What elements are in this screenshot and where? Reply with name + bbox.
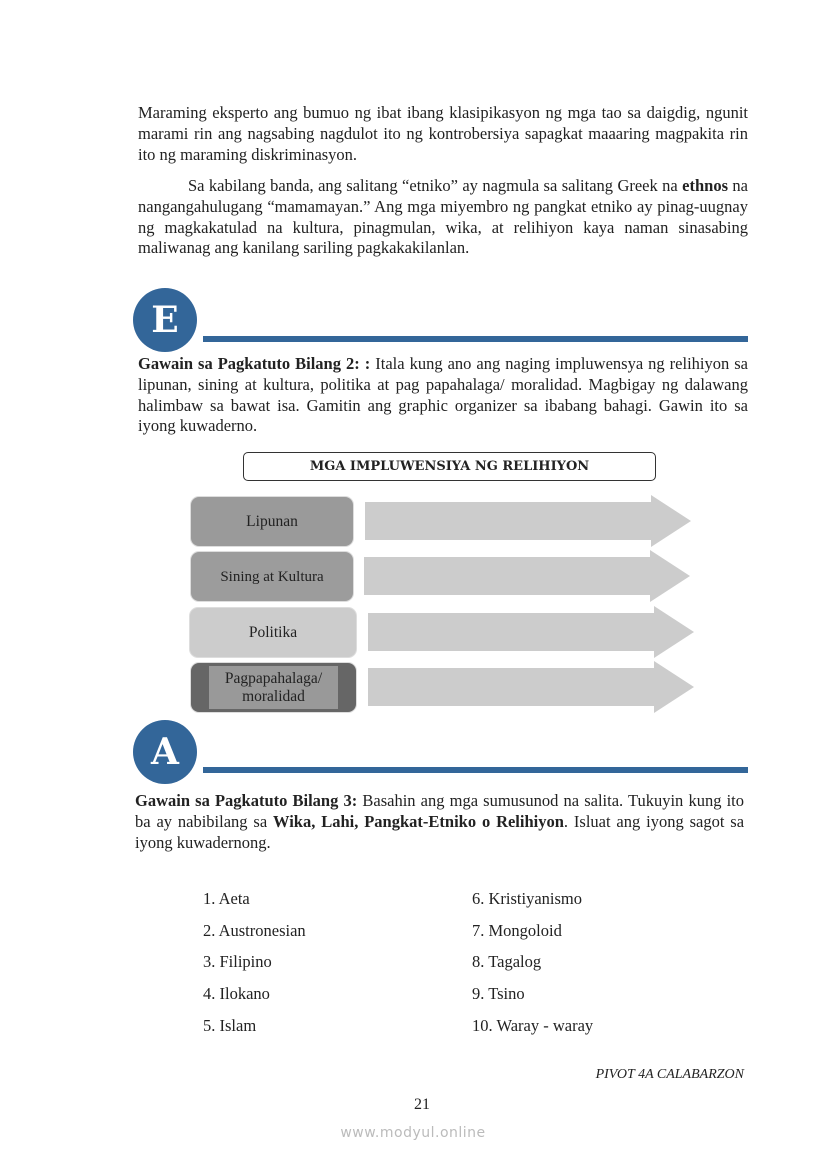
word-list-right [472, 883, 593, 1042]
category-lipunan: Lipunan [191, 497, 353, 546]
term-ethnos: ethnos [682, 176, 728, 195]
text: Basahin ang mga sumusunod na salita. Tukuyin kung ito ba ay nabibilang sa [135, 791, 744, 831]
list-item: 6. Kristiyanismo [472, 889, 582, 908]
section-a-badge: A [133, 720, 197, 784]
list-item: 10. Waray - waray [472, 1015, 594, 1035]
text: . Isluat ang iyong sagot sa iyong kuwadernong. [135, 811, 745, 852]
arrow-sining [364, 550, 691, 602]
activity-2-title: Gawain sa Pagkatuto Bilang 2: : [138, 354, 371, 373]
text: na nangangahulugang “mamamayan.” Ang mga miyembro ng pangkat etniko ay pinag-uugnay ng magkakatulad na kultura, pinagmulan, wika, at relihiyon kaya naman sinasabing maliwanag ang kanilang sariling pagkakakilanlan. [138, 176, 748, 258]
text: Sa kabilang banda, ang salitang “etniko” ay nagmula sa salitang Greek na [188, 176, 683, 195]
text: Itala kung ano ang naging impluwensya ng relihiyon sa lipunan, sining at kultura, politika at pag papahalaga/ moralidad. Magbigay ng dalawang halimbaw sa bawat isa. Gamitin ang graphic organizer sa ibabang bahagi. Gawin ito sa iyong kuwaderno. [138, 354, 748, 436]
footer-label: PIVOT 4A CALABARZON [595, 1067, 744, 1082]
paragraph-1: Maraming eksperto ang bumuo ng ibat ibang klasipikasyon ng mga tao sa daigdig, ngunit marami rin ang nagsabing nagdulot ito ng kontrobersiya sapagkat maaaring magpakita rin ito ng maraming diskriminasyon. [138, 103, 748, 164]
activity-3-instructions [135, 791, 744, 853]
list-item: 8. Tagalog [472, 952, 542, 972]
page-number: 21 [414, 1096, 430, 1113]
activity-2-instructions [138, 354, 748, 437]
word-list-left [203, 883, 306, 1042]
arrow-pagpapahalaga [368, 661, 695, 713]
list-item: 3. Filipino [203, 952, 272, 972]
categories-bold: Wika, Lahi, Pangkat-Etniko o Relihiyon [273, 811, 564, 831]
watermark: www.modyul.online [340, 1125, 486, 1141]
list-item: 4. Ilokano [203, 984, 270, 1004]
paragraph-2 [138, 176, 748, 259]
section-e-badge: E [133, 288, 197, 352]
organizer-title: MGA IMPLUWENSIYA NG RELIHIYON [243, 452, 656, 481]
arrow-politika [368, 606, 695, 658]
arrow-lipunan [365, 495, 692, 547]
category-label: Pagpapahalaga/ moralidad [209, 666, 338, 709]
list-item: 5. Islam [203, 1015, 257, 1035]
list-item: 1. Aeta [203, 889, 250, 908]
list-item: 2. Austronesian [203, 920, 306, 940]
section-divider [203, 336, 748, 342]
category-pagpapahalaga [191, 663, 356, 712]
list-item: 7. Mongoloid [472, 920, 562, 940]
category-politika: Politika [190, 608, 356, 657]
list-item: 9. Tsino [472, 984, 525, 1004]
activity-3-title: Gawain sa Pagkatuto Bilang 3: [135, 791, 358, 810]
category-sining: Sining at Kultura [191, 552, 353, 601]
section-divider [203, 767, 748, 773]
